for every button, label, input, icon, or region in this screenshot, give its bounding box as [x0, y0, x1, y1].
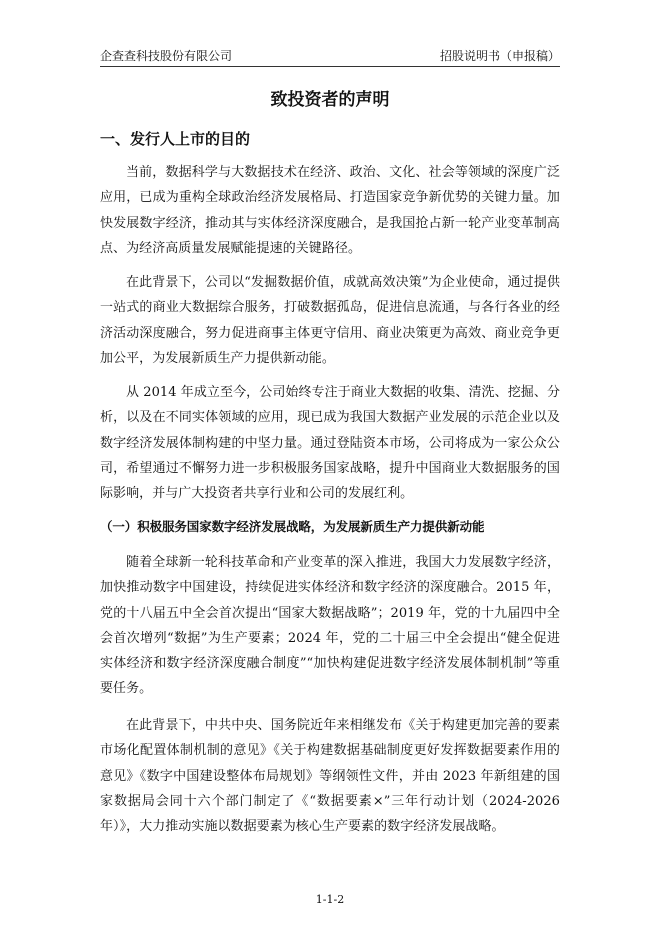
section-paragraph-3: 从 2014 年成立至今，公司始终专注于商业大数据的收集、清洗、挖掘、分析，以及在不同实体领域的应用，现已成为我国大数据产业发展的示范企业以及数字经济发展体制构建的中坚力量。通过登陆资本市场，公司将成为一家公众公司，希望通过不懈努力进一步积极服务国家战略，提升中国商业大数据服务的国际影响，并与广大投资者共享行业和公司的发展红利。 [100, 385, 560, 502]
subsection-paragraph-1: 随着全球新一轮科技革命和产业变革的深入推进，我国大力发展数字经济，加快推动数字中国建设，持续促进实体经济和数字经济的深度融合。2015 年，党的十八届五中全会首次提出“国家大数据战略”；2019 年，党的十九届四中全会首次增列“数据”为生产要素；2024 年，党的二十届三中全会提出“健全促进实体经济和数字经济深度融合制度”“加快构建促进数字经济发展体制机制”等重要任务。 [100, 555, 560, 697]
header-company-name: 企查查科技股份有限公司 [100, 49, 233, 63]
page-header [100, 46, 560, 67]
section-paragraph-2: 在此背景下，公司以“发掘数据价值，成就高效决策”为企业使命，通过提供一站式的商业大数据综合服务，打破数据孤岛，促进信息流通，与各行各业的经济活动深度融合，努力促进商事主体更守信用、商业决策更为高效、商业竞争更加公平，为发展新质生产力提供新动能。 [100, 275, 560, 366]
page-title: 致投资者的声明 [270, 90, 390, 110]
section-paragraph-1: 当前，数据科学与大数据技术在经济、政治、文化、社会等领域的深度广泛应用，已成为重构全球政治经济发展格局、打造国家竞争新优势的关键力量。加快发展数字经济，推动其与实体经济深度融合，是我国抢占新一轮产业变革制高点、为经济高质量发展赋能提速的关键路径。 [100, 165, 560, 256]
page-number: 1-1-2 [315, 893, 345, 906]
subsection-heading: （一）积极服务国家数字经济发展战略，为发展新质生产力提供新动能 [100, 519, 485, 534]
subsection-paragraph-2: 在此背景下，中共中央、国务院近年来相继发布《关于构建更加完善的要素市场化配置体制机制的意见》《关于构建数据基础制度更好发挥数据要素作用的意见》《数字中国建设整体布局规划》等纲领性文件，并由 2023 年新组建的国家数据局会同十六个部门制定了《“数据要素×”三年行动计划（2024-2026 年）》，大力推动实施以数据要素为核心生产要素的数字经济发展战略。 [100, 718, 560, 835]
header-document-type: 招股说明书（申报稿） [439, 49, 560, 63]
section-heading: 一、发行人上市的目的 [100, 130, 251, 148]
